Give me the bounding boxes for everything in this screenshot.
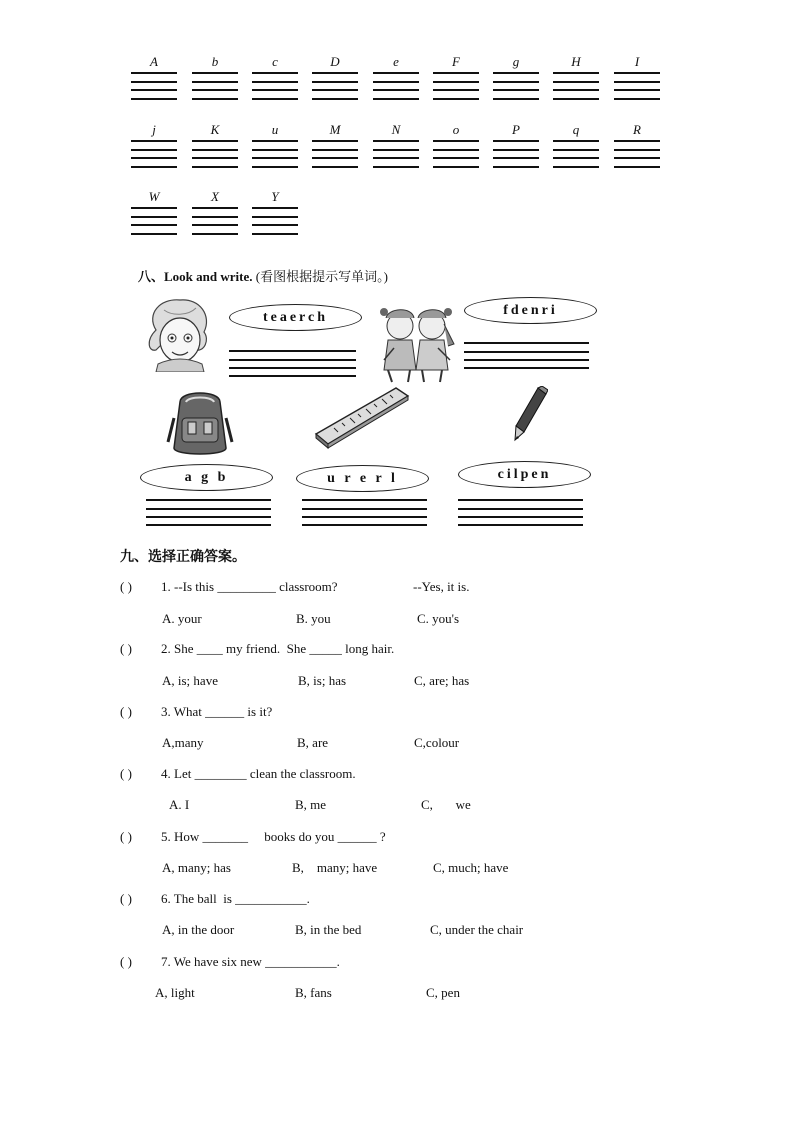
- answer-option[interactable]: A. your: [162, 611, 202, 626]
- answer-option[interactable]: C, pen: [426, 985, 460, 1000]
- letter-prompt: j: [152, 122, 156, 137]
- letter-writing-cell[interactable]: [614, 124, 660, 164]
- answer-option[interactable]: A,many: [162, 735, 204, 750]
- section-8-number: 八、: [138, 269, 165, 284]
- writing-line: [312, 140, 358, 142]
- letter-prompt: e: [393, 54, 399, 69]
- writing-line: [433, 166, 479, 168]
- letter-writing-cell[interactable]: [493, 56, 539, 96]
- letter-writing-cell[interactable]: [553, 56, 599, 96]
- writing-line: [192, 89, 238, 91]
- writing-line: [131, 89, 177, 91]
- word-oval-1: [229, 304, 362, 331]
- question-stem: 4. Let ________ clean the classroom.: [161, 766, 356, 781]
- ruler-illustration: [312, 384, 410, 450]
- writing-line: [312, 157, 358, 159]
- writing-line: [192, 140, 238, 142]
- writing-line: [192, 98, 238, 100]
- answer-blank[interactable]: ( ): [120, 579, 132, 594]
- writing-line: [553, 166, 599, 168]
- writing-line: [553, 72, 599, 74]
- letter-prompt: X: [211, 189, 219, 204]
- writing-line: [312, 149, 358, 151]
- writing-line: [614, 140, 660, 142]
- writing-line: [493, 166, 539, 168]
- letter-prompt: W: [148, 189, 160, 204]
- answer-option[interactable]: B, in the bed: [295, 922, 362, 937]
- letter-prompt: R: [633, 122, 641, 137]
- writing-line: [493, 98, 539, 100]
- writing-line: [373, 166, 419, 168]
- scramble-2: fdenri: [503, 302, 558, 318]
- writing-line: [553, 81, 599, 83]
- writing-line: [252, 81, 298, 83]
- writing-line: [131, 157, 177, 159]
- writing-line: [614, 157, 660, 159]
- writing-line: [493, 81, 539, 83]
- answer-blank[interactable]: ( ): [120, 829, 132, 844]
- answer-option[interactable]: B, is; has: [298, 673, 347, 688]
- answer-option[interactable]: B, fans: [295, 985, 332, 1000]
- writing-line: [252, 224, 298, 226]
- writing-line: [373, 157, 419, 159]
- answer-blank[interactable]: ( ): [120, 641, 132, 656]
- writing-line: [553, 140, 599, 142]
- writing-line: [252, 98, 298, 100]
- writing-line: [614, 98, 660, 100]
- answer-option[interactable]: C,colour: [414, 735, 460, 750]
- letter-prompt: M: [329, 122, 341, 137]
- writing-line: [252, 89, 298, 91]
- writing-line: [433, 81, 479, 83]
- writing-line: [192, 81, 238, 83]
- word-oval-3: [140, 464, 273, 491]
- writing-line: [192, 157, 238, 159]
- writing-line: [493, 149, 539, 151]
- writing-line: [373, 89, 419, 91]
- letter-writing-cell[interactable]: [312, 56, 358, 96]
- letter-prompt: P: [512, 122, 520, 137]
- writing-line: [312, 89, 358, 91]
- letter-writing-cell[interactable]: [192, 56, 238, 96]
- question-stem: 6. The ball is ___________.: [161, 891, 310, 906]
- answer-option[interactable]: A, in the door: [162, 922, 235, 937]
- word-oval-5: [458, 461, 591, 488]
- section-8-heading: [138, 266, 388, 285]
- writing-line: [614, 89, 660, 91]
- letter-prompt: Y: [271, 189, 279, 204]
- writing-line: [373, 81, 419, 83]
- answer-option[interactable]: B, are: [297, 735, 329, 750]
- writing-line: [252, 72, 298, 74]
- letter-writing-cell[interactable]: [493, 124, 539, 164]
- writing-line: [493, 89, 539, 91]
- answer-blank[interactable]: ( ): [120, 954, 132, 969]
- answer-option[interactable]: C, are; has: [414, 673, 470, 688]
- question-stem: 5. How _______ books do you ______ ?: [161, 829, 386, 844]
- writing-line: [553, 149, 599, 151]
- writing-line: [252, 216, 298, 218]
- schoolbag-illustration: [166, 388, 234, 458]
- answer-option[interactable]: A, is; have: [162, 673, 218, 688]
- writing-line: [433, 72, 479, 74]
- pencil-illustration: [512, 386, 548, 442]
- answer-option[interactable]: B, many; have: [292, 860, 378, 875]
- letter-writing-cell[interactable]: [192, 191, 238, 231]
- letter-writing-cell[interactable]: [252, 191, 298, 231]
- writing-line: [493, 140, 539, 142]
- writing-line: [252, 149, 298, 151]
- answer-blank[interactable]: ( ): [120, 891, 132, 906]
- writing-line: [614, 149, 660, 151]
- letter-prompt: o: [452, 122, 460, 137]
- scramble-5: cilpen: [497, 466, 552, 482]
- writing-line: [131, 207, 177, 209]
- answer-option[interactable]: C, under the chair: [430, 922, 524, 937]
- letter-prompt: N: [391, 122, 401, 137]
- letter-prompt: I: [634, 54, 640, 69]
- writing-line: [553, 98, 599, 100]
- writing-line: [252, 207, 298, 209]
- writing-line: [252, 233, 298, 235]
- writing-line: [433, 157, 479, 159]
- writing-line: [252, 140, 298, 142]
- answer-option[interactable]: C. you's: [417, 611, 460, 626]
- letter-prompt: A: [150, 54, 158, 69]
- writing-line: [312, 98, 358, 100]
- answer-option[interactable]: C, we: [421, 797, 471, 812]
- letter-prompt: c: [272, 54, 278, 69]
- writing-line: [433, 89, 479, 91]
- answer-blank[interactable]: ( ): [120, 704, 132, 719]
- writing-line: [614, 81, 660, 83]
- letter-writing-cell[interactable]: [131, 124, 177, 164]
- answer-option[interactable]: B. you: [296, 611, 331, 626]
- writing-line: [192, 166, 238, 168]
- word-oval-4: [296, 465, 429, 492]
- writing-line: [553, 157, 599, 159]
- scramble-4: u r e r l: [327, 470, 398, 486]
- writing-line: [433, 140, 479, 142]
- question-stem: 2. She ____ my friend. She _____ long hair.: [161, 641, 395, 656]
- letter-writing-cell[interactable]: [252, 56, 298, 96]
- writing-line: [614, 166, 660, 168]
- writing-line: [493, 72, 539, 74]
- two-girls-illustration: [374, 304, 460, 384]
- letter-prompt: q: [572, 122, 580, 137]
- scramble-3: a g b: [184, 469, 229, 485]
- writing-line: [131, 224, 177, 226]
- question-stem: 3. What ______ is it?: [161, 704, 273, 719]
- writing-line: [131, 166, 177, 168]
- writing-line: [131, 216, 177, 218]
- letter-prompt: g: [512, 54, 520, 69]
- writing-line: [192, 149, 238, 151]
- writing-line: [433, 98, 479, 100]
- writing-line: [131, 233, 177, 235]
- writing-line: [553, 89, 599, 91]
- writing-line: [312, 72, 358, 74]
- section-8-title-cn: (看图根据提示写单词。): [255, 269, 388, 284]
- letter-writing-cell[interactable]: [131, 191, 177, 231]
- writing-line: [312, 81, 358, 83]
- writing-line: [433, 149, 479, 151]
- writing-line: [192, 224, 238, 226]
- writing-line: [252, 157, 298, 159]
- writing-line: [373, 72, 419, 74]
- writing-line: [312, 166, 358, 168]
- writing-line: [373, 140, 419, 142]
- section-8-title-en: Look and write.: [164, 269, 253, 284]
- writing-line: [192, 207, 238, 209]
- question-response: --Yes, it is.: [413, 579, 470, 594]
- word-oval-2: [464, 297, 597, 324]
- letter-prompt: u: [271, 122, 279, 137]
- writing-line: [192, 72, 238, 74]
- letter-writing-cell[interactable]: [553, 124, 599, 164]
- writing-line: [192, 216, 238, 218]
- question-stem: 1. --Is this _________ classroom?: [161, 579, 338, 594]
- letter-prompt: K: [210, 122, 220, 137]
- writing-line: [373, 98, 419, 100]
- answer-option[interactable]: A. I: [169, 797, 190, 812]
- letter-prompt: F: [452, 54, 460, 69]
- writing-line: [131, 72, 177, 74]
- letter-writing-cell[interactable]: [373, 124, 419, 164]
- writing-line: [192, 233, 238, 235]
- teacher-illustration: [138, 296, 218, 372]
- writing-line: [131, 81, 177, 83]
- writing-line: [373, 149, 419, 151]
- letter-prompt: D: [330, 54, 340, 69]
- letter-prompt: b: [211, 54, 219, 69]
- letter-writing-cell[interactable]: [614, 56, 660, 96]
- writing-line: [252, 166, 298, 168]
- answer-option[interactable]: A, light: [155, 985, 195, 1000]
- answer-option[interactable]: C, much; have: [433, 860, 509, 875]
- writing-line: [131, 140, 177, 142]
- answer-blank[interactable]: ( ): [120, 766, 132, 781]
- question-stem: 7. We have six new ___________.: [161, 954, 340, 969]
- letter-writing-cell[interactable]: [433, 124, 479, 164]
- section-9-heading: 九、选择正确答案。: [120, 550, 246, 565]
- letter-writing-cell[interactable]: [312, 124, 358, 164]
- writing-line: [131, 149, 177, 151]
- letter-prompt: H: [571, 54, 581, 69]
- scramble-1: teaerch: [262, 309, 329, 325]
- answer-option[interactable]: A, many; has: [162, 860, 231, 875]
- letter-writing-cell[interactable]: [433, 56, 479, 96]
- letter-writing-cell[interactable]: [252, 124, 298, 164]
- writing-line: [614, 72, 660, 74]
- letter-writing-cell[interactable]: [373, 56, 419, 96]
- letter-writing-cell[interactable]: [131, 56, 177, 96]
- writing-line: [493, 157, 539, 159]
- writing-line: [131, 98, 177, 100]
- answer-option[interactable]: B, me: [295, 797, 327, 812]
- letter-writing-cell[interactable]: [192, 124, 238, 164]
